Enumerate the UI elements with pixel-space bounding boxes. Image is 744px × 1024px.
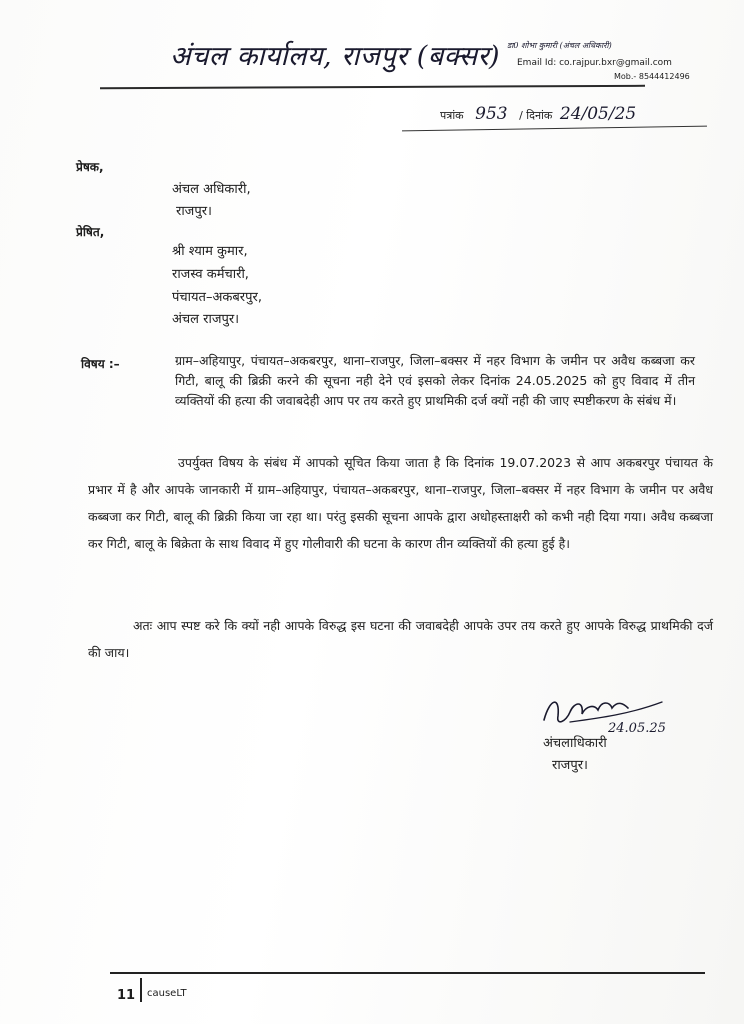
letter-number: 953 bbox=[475, 104, 508, 124]
office-mobile: Mob.- 8544412496 bbox=[614, 72, 690, 81]
page-number: 11 bbox=[117, 988, 136, 1003]
signatory-place: राजपुर। bbox=[552, 758, 588, 773]
recipient-line: राजस्व कर्मचारी, bbox=[172, 267, 249, 282]
body-paragraph-1: उपर्युक्त विषय के संबंध में आपको सूचित किया जाता है कि दिनांक 19.07.2023 से आप अकबरपुर पंचायत के प्रभार में है और आपके जानकारी में ग्राम–अहियापुर, पंचायत–अकबरपुर, थाना–राजपुर, जिला–बक्सर में नहर विभाग के जमीन पर अवैध कब्बजा कर गिटी, बालू की ब्रिक्री किया जा रहा था। परंतु इसकी सूचना आपके द्वारा अधोहस्ताक्षरी को कभी नही दिया गया। अवैध कब्बजा कर गिटी, बालू के बिक्रेता के साथ विवाद में हुए गोलीवारी की घटना के कारण तीन व्यक्तियों की हत्या हुई है। bbox=[88, 455, 713, 551]
reference-line bbox=[440, 104, 636, 124]
footer-rule bbox=[110, 972, 705, 974]
recipient-line: श्री श्याम कुमार, bbox=[172, 244, 248, 259]
footer-tag: causeLT bbox=[147, 988, 187, 999]
sender-line: राजपुर। bbox=[176, 204, 212, 219]
letter-date: 24/05/25 bbox=[559, 104, 637, 124]
office-title: अंचल कार्यालय, राजपुर (बक्सर) bbox=[170, 41, 501, 72]
officer-name: डा0 शोभा कुमारी (अंचल अधिकारी) bbox=[507, 41, 612, 50]
date-label: / दिनांक bbox=[519, 109, 553, 122]
office-email: Email Id: co.rajpur.bxr@gmail.com bbox=[517, 58, 672, 68]
subject-label: विषय :– bbox=[81, 357, 120, 371]
signatory-title: अंचलाधिकारी bbox=[543, 736, 607, 751]
letterhead-rule bbox=[100, 85, 645, 89]
recipient-line: अंचल राजपुर। bbox=[172, 312, 240, 327]
letter-number-label: पत्रांक bbox=[440, 109, 464, 122]
recipient-label: प्रेषित, bbox=[76, 225, 105, 239]
sender-line: अंचल अधिकारी, bbox=[172, 182, 251, 197]
recipient-line: पंचायत–अकबरपुर, bbox=[172, 290, 262, 305]
reference-rule bbox=[402, 126, 707, 132]
footer-divider bbox=[140, 978, 142, 1002]
sender-label: प्रेषक, bbox=[76, 160, 104, 174]
subject-text: ग्राम–अहियापुर, पंचायत–अकबरपुर, थाना–राजपुर, जिला–बक्सर में नहर विभाग के जमीन पर अवैध कब्बजा कर गिटी, बालू की ब्रिक्री करने की सूचना नही देने एवं इसको लेकर दिनांक 24.05.2025 को हुए विवाद में तीन व्यक्तियों की हत्या की जवाबदेही आप पर तय करते हुए प्राथमिकी दर्ज क्यों नही की जाए स्पष्टीकरण के संबंध में। bbox=[175, 353, 695, 408]
body-paragraph-2: अतः आप स्पष्ट करे कि क्यों नही आपके विरुद्ध इस घटना की जवाबदेही आपके उपर तय करते हुए आपके विरुद्ध प्राथमिकी दर्ज की जाय। bbox=[88, 618, 713, 660]
signature-date: 24.05.25 bbox=[608, 721, 666, 736]
signature-scribble bbox=[540, 692, 680, 736]
